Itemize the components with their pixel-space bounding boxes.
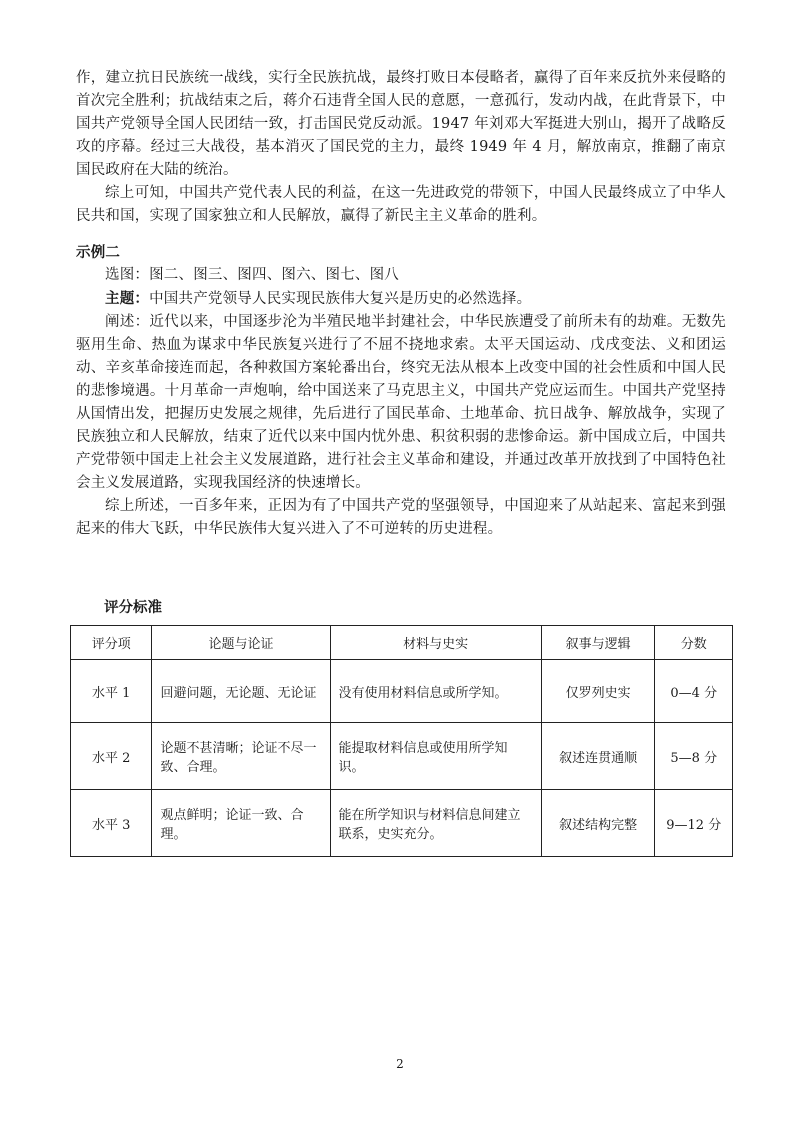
column-header: 论题与论证 [152, 626, 330, 660]
table-cell: 水平 1 [71, 660, 152, 723]
paragraph: 综上可知，中国共产党代表人民的利益，在这一先进政党的带领下，中国人民最终成立了中华人民共和国，实现了国家独立和人民解放，赢得了新民主主义革命的胜利。 [76, 185, 726, 224]
paragraph: 阐述：近代以来，中国逐步沦为半殖民地半封建社会，中华民族遭受了前所未有的劫难。无数先驱用生命、热血为谋求中华民族复兴进行了不屈不挠地求索。太平天国运动、戊戌变法、义和团运动、辛亥革命接连而起，各种救国方案轮番出台，终究无法从根本上改变中国的社会性质和中国人民的悲惨境遇。十月革命一声炮响，给中国送来了马克思主义，中国共产党应运而生。中国共产党坚持从国情出发，把握历史发展之规律，先后进行了国民革命、土地革命、抗日战争、解放战争，实现了民族独立和人民解放，结束了近代以来中国内忧外患、积贫积弱的悲惨命运。新中国成立后，中国共产党带领中国走上社会主义发展道路，进行社会主义革命和建设，并通过改革开放找到了中国特色社会主义发展道路，实现我国经济的快速增长。 [76, 314, 726, 491]
text-block-continuation [76, 67, 726, 228]
table-cell: 叙述结构完整 [541, 790, 655, 857]
table-row [71, 790, 733, 857]
rubric-table [70, 625, 733, 857]
section-heading: 示例二 [76, 244, 121, 261]
table-cell: 论题不甚清晰；论证不尽一致、合理。 [152, 723, 330, 790]
column-header: 评分项 [71, 626, 152, 660]
table-cell: 5—8 分 [655, 723, 733, 790]
table-cell: 叙述连贯通顺 [541, 723, 655, 790]
table-cell: 水平 2 [71, 723, 152, 790]
table-cell: 0—4 分 [655, 660, 733, 723]
table-cell: 仅罗列史实 [541, 660, 655, 723]
paragraph: 作，建立抗日民族统一战线，实行全民族抗战，最终打败日本侵略者，赢得了百年来反抗外来侵略的首次完全胜利；抗战结束之后，蒋介石违背全国人民的意愿，一意孤行，发动内战，在此背景下，中国共产党领导全国人民团结一致，打击国民党反动派。1947 年刘邓大军挺进大别山，揭开了战略反攻的序幕。经过三大战役，基本消灭了国民党的主力，最终 1949 年 4 月，解放南京，推翻了南京国民政府在大陆的统治。 [76, 70, 726, 178]
selection-line: 选图：图二、图三、图四、图六、图七、图八 [105, 267, 399, 283]
column-header: 叙事与逻辑 [541, 626, 655, 660]
table-cell: 回避问题，无论题、无论证 [152, 660, 330, 723]
paragraph: 综上所述，一百多年来，正因为有了中国共产党的坚强领导，中国迎来了从站起来、富起来到强起来的伟大飞跃，中华民族伟大复兴进入了不可逆转的历史进程。 [76, 498, 726, 537]
rubric-title: 评分标准 [104, 599, 162, 616]
table-cell: 能提取材料信息或使用所学知识。 [330, 723, 541, 790]
example-two-section [76, 241, 726, 541]
table-cell: 没有使用材料信息或所学知。 [330, 660, 541, 723]
theme-text: 中国共产党领导人民实现民族伟大复兴是历史的必然选择。 [149, 291, 532, 307]
column-header: 材料与史实 [330, 626, 541, 660]
table-row [71, 723, 733, 790]
table-cell: 观点鲜明；论证一致、合理。 [152, 790, 330, 857]
page-number: 2 [396, 1057, 404, 1071]
table-cell: 水平 3 [71, 790, 152, 857]
theme-line [76, 287, 726, 311]
column-header: 分数 [655, 626, 733, 660]
theme-label: 主题： [105, 290, 150, 307]
table-header-row [71, 626, 733, 660]
table-row [71, 660, 733, 723]
table-cell: 能在所学知识与材料信息间建立联系，史实充分。 [330, 790, 541, 857]
table-cell: 9—12 分 [655, 790, 733, 857]
